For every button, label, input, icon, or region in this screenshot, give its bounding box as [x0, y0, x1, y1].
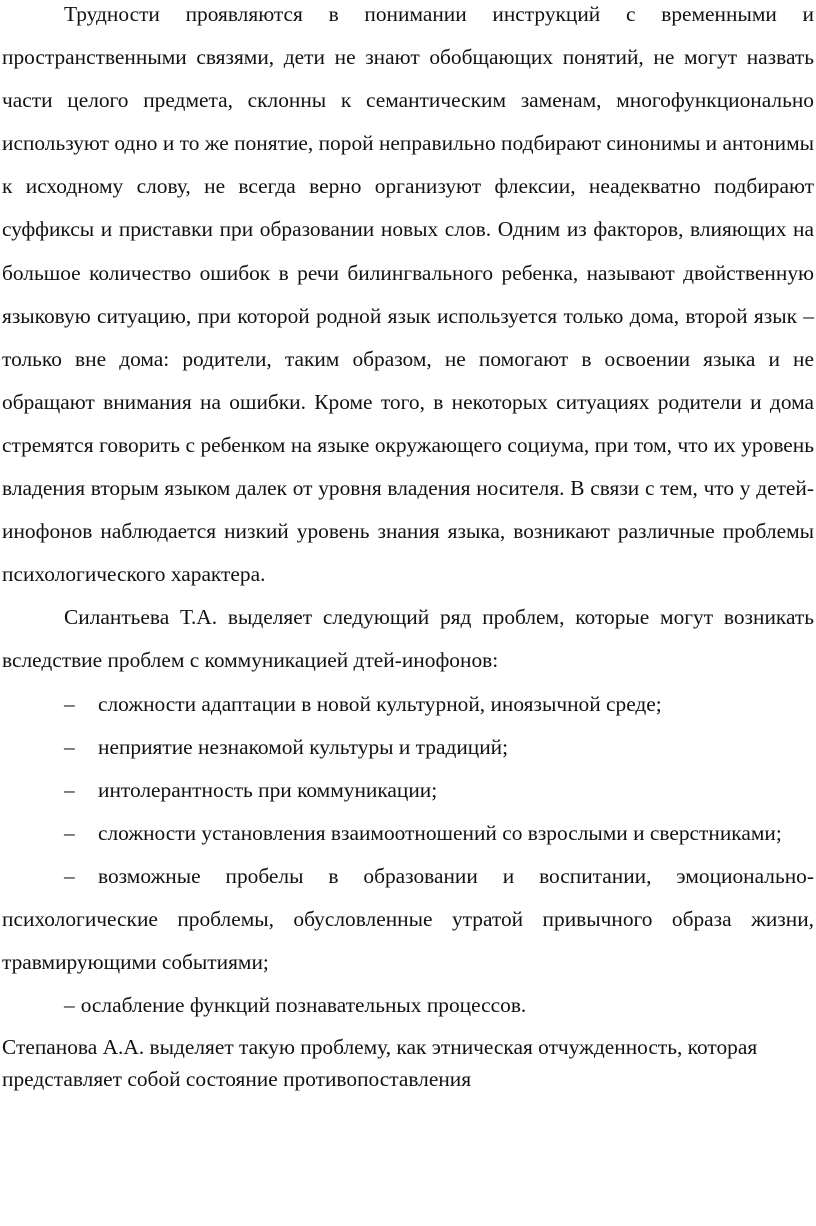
list-item-text: неприятие незнакомой культуры и традиций;	[98, 734, 509, 759]
list-marker: –	[64, 777, 75, 802]
list-item-text: сложности адаптации в новой культурной, иноязычной среде;	[98, 691, 662, 716]
list-item	[2, 683, 814, 726]
list-marker: –	[64, 993, 75, 1018]
list-item-text: возможные пробелы в образовании и воспитании, эмоционально-психологические проблемы, обусловленные утратой привычного образа жизни, травмирующими событиями;	[2, 863, 814, 975]
list-item	[2, 726, 814, 769]
body-paragraph: Трудности проявляются в понимании инструкций с временными и пространственными связями, дети не знают обобщающих понятий, не могут назвать части целого предмета, склонны к семантическим заменам, многофункционально используют одно и то же понятие, порой неправильно подбирают синонимы и антонимы к исходному слову, не всегда верно организуют флексии, неадекватно подбирают суффиксы и приставки при образовании новых слов. Одним из факторов, влияющих на большое количество ошибок в речи билингвального ребенка, называют двойственную языковую ситуацию, при которой родной язык используется только дома, второй язык – только вне дома: родители, таким образом, не помогают в освоении языка и не обращают внимания на ошибки. Кроме того, в некоторых ситуациях родители и дома стремятся говорить с ребенком на языке окружающего социума, при том, что их уровень владения вторым языком далек от уровня владения носителя. В связи с тем, что у детей-инофонов наблюдается низкий уровень знания языка, возникают различные проблемы психологического характера.	[2, 2, 814, 587]
list-item-text: сложности установления взаимоотношений со взрослыми и сверстниками;	[98, 820, 782, 845]
list-marker: –	[64, 820, 75, 845]
list-item-text: интолерантность при коммуникации;	[98, 777, 438, 802]
list-marker: –	[64, 734, 75, 759]
list-item-text: ослабление функций познавательных процессов.	[80, 993, 527, 1018]
problem-list	[2, 683, 814, 1028]
list-item	[2, 812, 814, 855]
list-item	[2, 769, 814, 812]
list-marker: –	[64, 691, 75, 716]
closing-paragraph: Степанова А.А. выделяет такую проблему, как этническая отчужденность, которая представляет собой состояние противопоставления	[2, 1035, 758, 1092]
body-paragraph: Силантьева Т.А. выделяет следующий ряд проблем, которые могут возникать вследствие проблем с коммуникацией дтей-инофонов:	[2, 605, 814, 673]
list-marker: –	[64, 863, 75, 888]
list-item	[2, 855, 814, 984]
list-item	[2, 984, 814, 1027]
